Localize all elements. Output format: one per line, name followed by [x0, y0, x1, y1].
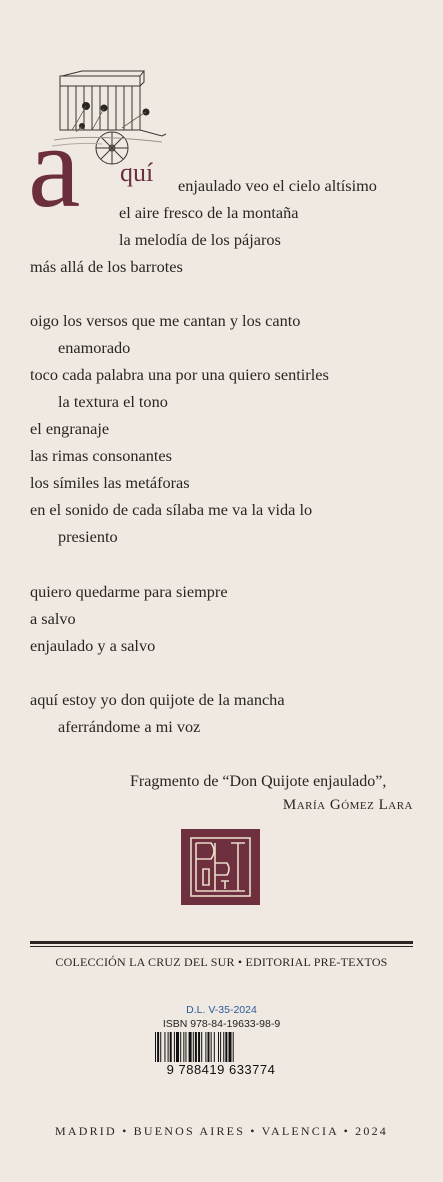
barcode-bar: [174, 1032, 175, 1062]
barcode-bar: [176, 1032, 179, 1062]
pre-textos-seal-logo-icon: [181, 829, 260, 905]
legal-deposit: D.L. V-35-2024: [186, 1004, 257, 1016]
barcode-bar: [211, 1032, 212, 1062]
poem-dropcap: a: [28, 101, 81, 232]
poem-line: a salvo: [30, 609, 76, 628]
barcode-bar: [164, 1032, 165, 1062]
barcode-bar: [170, 1032, 172, 1062]
poem-line-indent: presiento: [58, 527, 118, 546]
barcode-bar: [168, 1032, 169, 1062]
poem-line: más allá de los barrotes: [30, 257, 183, 276]
barcode-bar: [201, 1032, 202, 1062]
barcode-bar: [195, 1032, 197, 1062]
poem-line: enjaulado veo el cielo altísimo: [178, 176, 377, 195]
barcode-bar: [189, 1032, 192, 1062]
isbn-number: ISBN 978-84-19633-98-9: [162, 1018, 281, 1030]
poem-line: aquí estoy yo don quijote de la mancha: [30, 690, 285, 709]
isbn-barcode-icon: [143, 1032, 299, 1076]
poem-line: enjaulado y a salvo: [30, 636, 156, 655]
barcode-bar: [205, 1032, 206, 1062]
barcode-bar: [229, 1032, 232, 1062]
barcode-bar: [193, 1032, 194, 1062]
barcode-bar: [225, 1032, 227, 1062]
poem-line: el engranaje: [30, 419, 110, 438]
poem-line: las rimas consonantes: [30, 446, 172, 465]
attribution-fragment: Fragmento de “Don Quijote enjaulado”,: [130, 773, 387, 790]
colophon-rule-thick: [30, 941, 413, 944]
barcode-bar: [208, 1032, 210, 1062]
barcode-bar: [157, 1032, 159, 1062]
poem-line: quiero quedarme para siempre: [30, 582, 228, 601]
barcode-bar: [180, 1032, 181, 1062]
publisher-cities: MADRID • BUENOS AIRES • VALENCIA • 2024: [55, 1124, 388, 1138]
poem-line-indent: la textura el tono: [58, 392, 168, 411]
barcode-bar: [233, 1032, 234, 1062]
barcode-bar: [155, 1032, 156, 1062]
barcode-bar: [220, 1032, 221, 1062]
poem-line: toco cada palabra una por una quiero sentirles: [30, 365, 329, 384]
barcode-bar: [198, 1032, 200, 1062]
barcode-bar: [160, 1032, 161, 1062]
barcode-bar: [183, 1032, 184, 1062]
poem-line-indent: aferrándome a mi voz: [58, 717, 201, 736]
barcode-bar: [214, 1032, 215, 1062]
poem-line-indent: enamorado: [58, 338, 131, 357]
barcode-digits: 9 788419 633774: [166, 1062, 276, 1076]
poem-line: los símiles las metáforas: [30, 473, 190, 492]
barcode-bar: [218, 1032, 219, 1062]
poem-dropcap-rest: quí: [120, 158, 154, 187]
poem-line: oigo los versos que me cantan y los canto: [30, 311, 301, 330]
poem-line: la melodía de los pájaros: [119, 230, 281, 249]
poem-line: el aire fresco de la montaña: [119, 203, 299, 222]
attribution-author: María Gómez Lara: [282, 797, 413, 813]
poem-line: en el sonido de cada sílaba me va la vida lo: [30, 500, 313, 519]
collection-line: COLECCIÓN LA CRUZ DEL SUR • EDITORIAL PRE-TEXTOS: [55, 955, 388, 969]
colophon-rule-thin: [30, 946, 413, 947]
barcode-bar: [185, 1032, 186, 1062]
barcode-bar: [223, 1032, 224, 1062]
